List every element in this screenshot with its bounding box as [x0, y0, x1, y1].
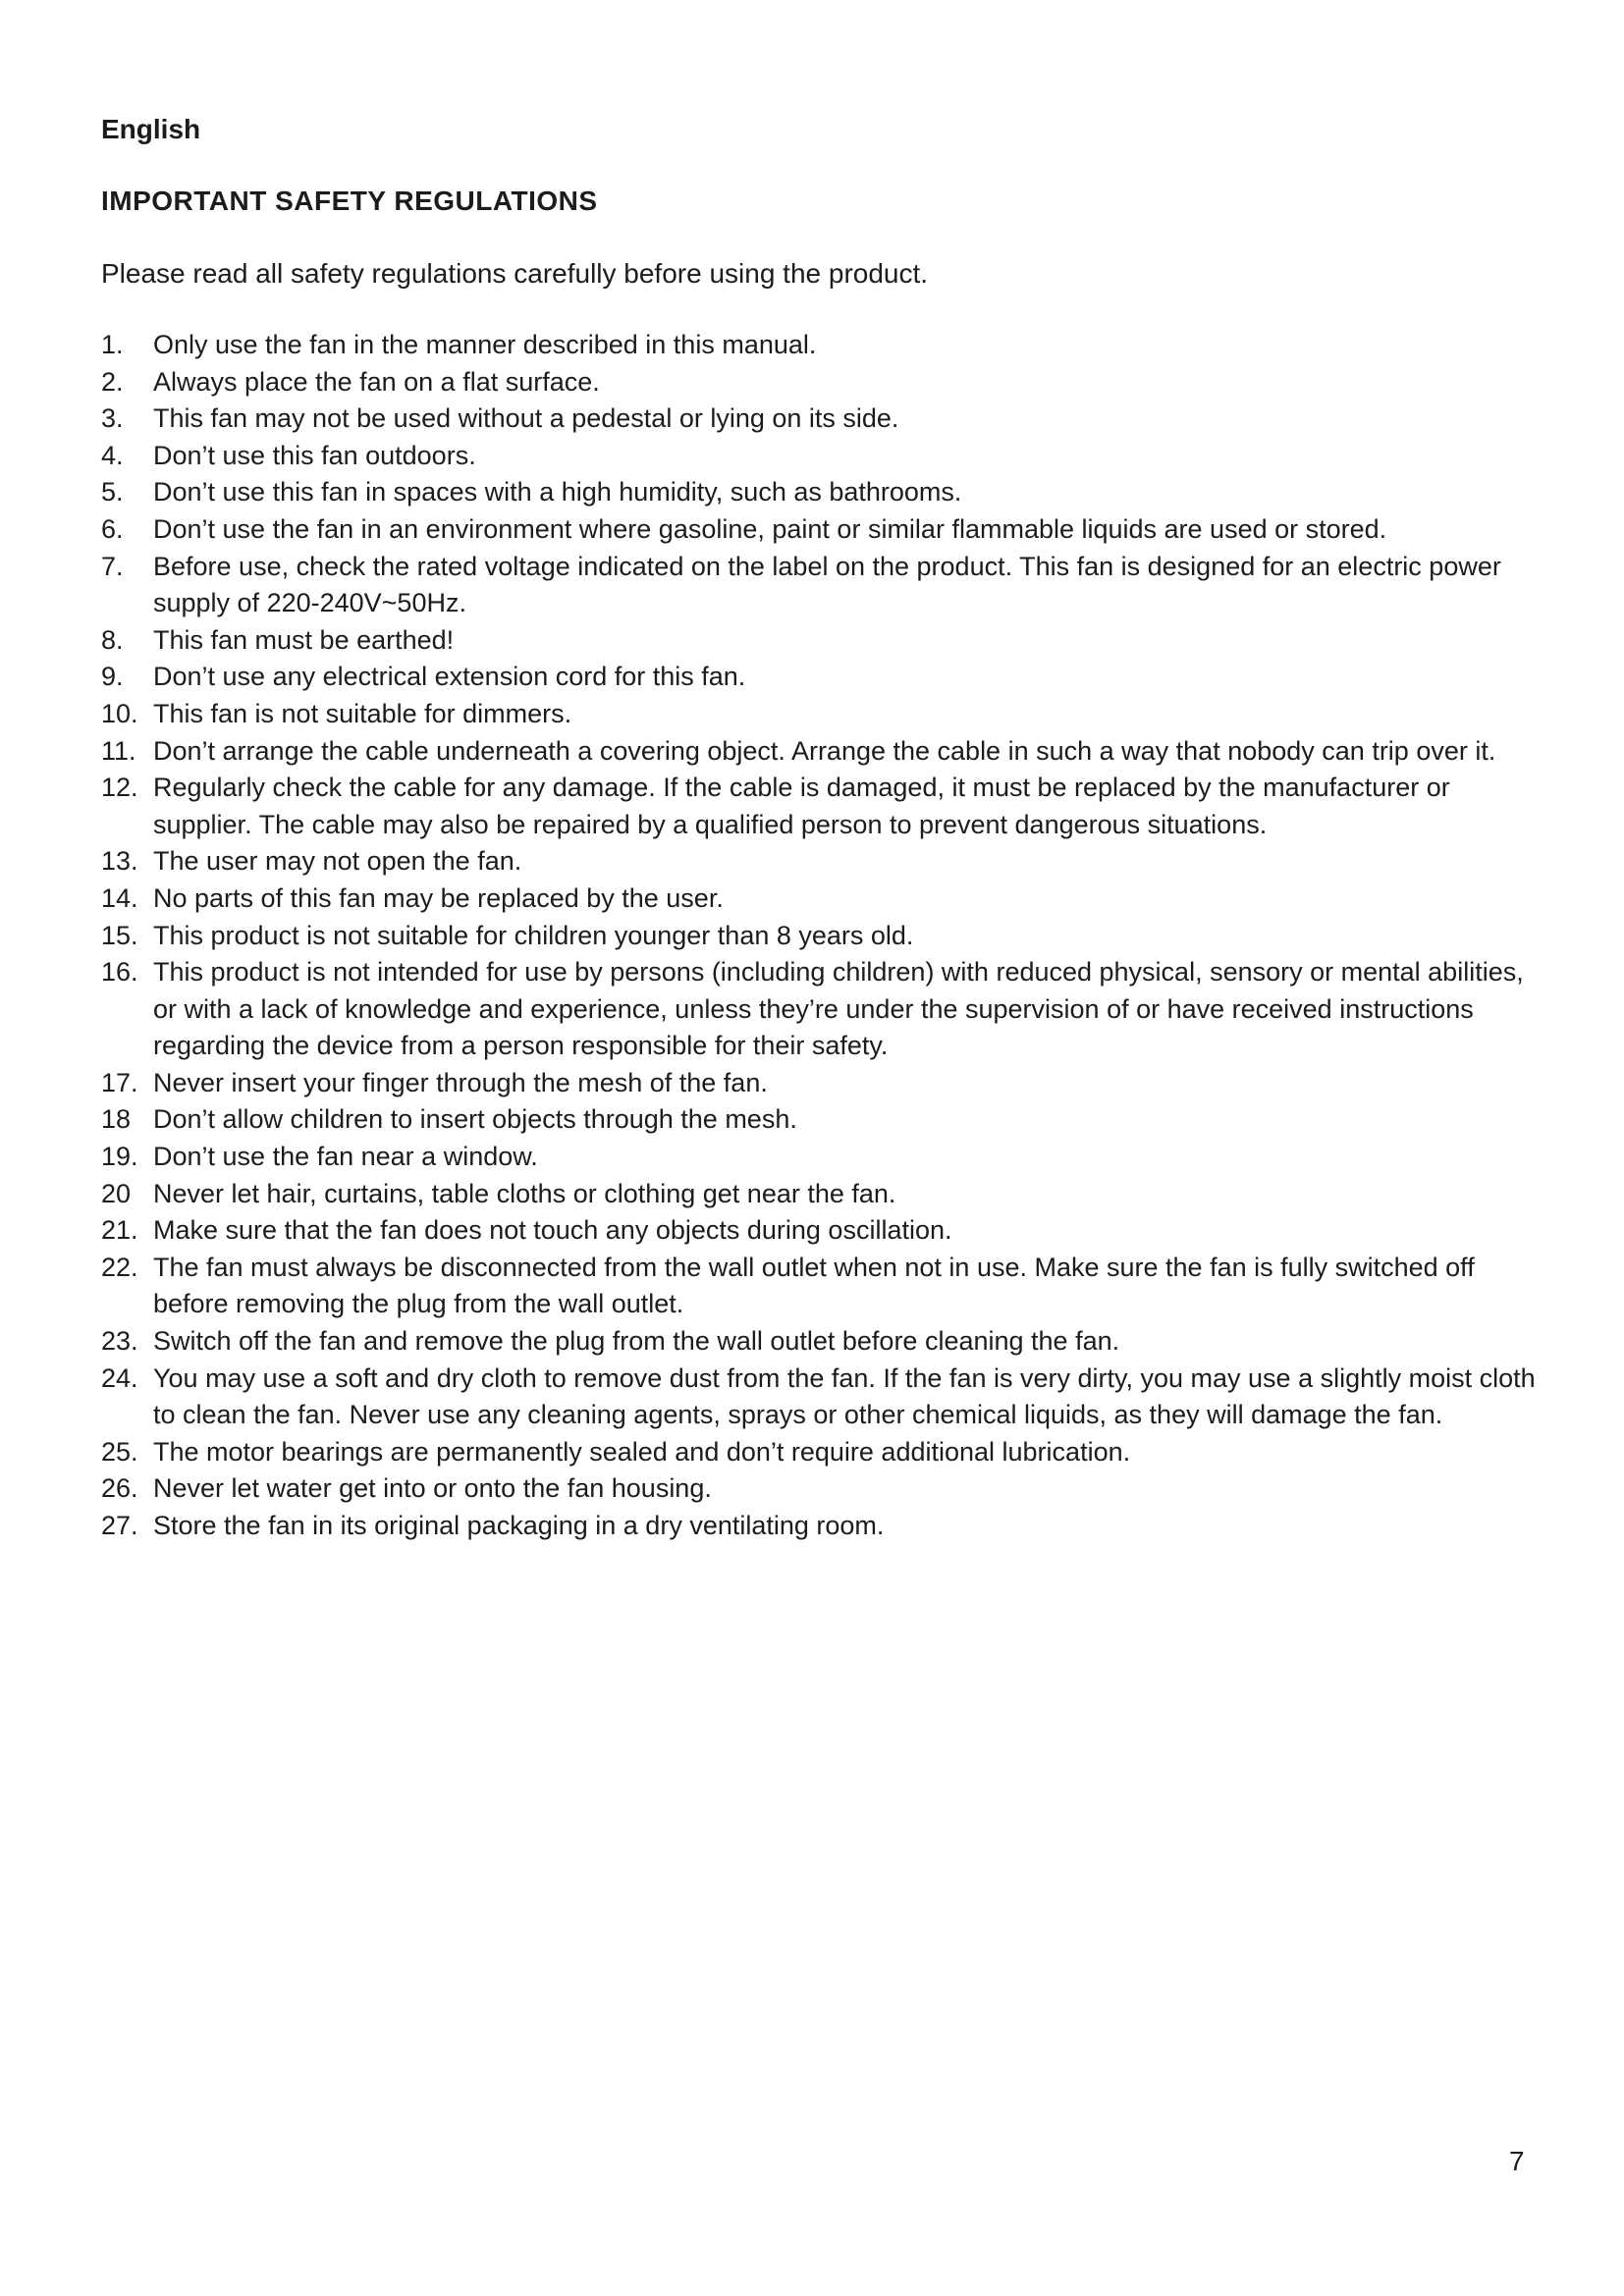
rule-number: 6. — [101, 513, 124, 544]
rule-text: Don’t arrange the cable underneath a covering object. Arrange the cable in such a way that nobody can trip over it. — [153, 735, 1496, 766]
rule-item — [101, 400, 1554, 438]
rule-item — [101, 733, 1554, 771]
rule-number: 4. — [101, 440, 124, 470]
rule-text: Never let hair, curtains, table cloths or clothing get near the fan. — [153, 1178, 896, 1208]
rule-item — [101, 881, 1554, 918]
rule-item — [101, 1361, 1554, 1434]
rule-text: Make sure that the fan does not touch any objects during oscillation. — [153, 1215, 952, 1246]
rule-text: Switch off the fan and remove the plug from the wall outlet before cleaning the fan. — [153, 1326, 1120, 1357]
rule-text: Store the fan in its original packaging in a dry ventilating room. — [153, 1511, 885, 1540]
rule-number: 20 — [101, 1178, 132, 1208]
rule-text: Never let water get into or onto the fan housing. — [153, 1473, 712, 1504]
rule-number: 23. — [101, 1326, 138, 1357]
rule-number: 12. — [101, 773, 138, 803]
rule-item — [101, 474, 1554, 511]
rule-number: 18 — [101, 1104, 132, 1135]
rule-text: This fan must be earthed! — [153, 624, 455, 655]
rule-number: 5. — [101, 477, 124, 507]
rule-item — [101, 327, 1554, 364]
rule-item — [101, 1508, 1554, 1545]
rule-text: Don’t use the fan near a window. — [153, 1142, 538, 1172]
rule-number: 8. — [101, 624, 124, 655]
rule-item — [101, 1434, 1554, 1471]
rule-text: Never insert your finger through the mesh of the fan. — [153, 1067, 768, 1097]
rule-text: The motor bearings are permanently sealed and don’t require additional lubrication. — [153, 1436, 1131, 1467]
rule-item — [101, 843, 1554, 881]
safety-rules-list — [101, 327, 1554, 1545]
language-label: English — [101, 114, 201, 144]
rule-text: This product is not intended for use by persons (including children) with reduced physical, sensory or mental abilities, or with a lack of knowledge and experience, unless they’re under the supervision of or have received instructions regarding the device from a person responsible for their safety. — [153, 957, 1524, 1061]
rule-item — [101, 511, 1554, 549]
rule-text: Don’t use this fan outdoors. — [153, 440, 476, 470]
rule-text: Don’t allow children to insert objects through the mesh. — [153, 1104, 797, 1135]
rule-text: Regularly check the cable for any damage. If the cable is damaged, it must be replaced by the manufacturer or supplier. The cable may also be repaired by a qualified person to prevent dangerous situations. — [153, 773, 1450, 839]
rule-item — [101, 696, 1554, 733]
rule-item — [101, 622, 1554, 660]
rule-number: 2. — [101, 366, 124, 397]
rule-number: 19. — [101, 1142, 138, 1172]
rule-text: Don’t use this fan in spaces with a high humidity, such as bathrooms. — [153, 477, 962, 507]
rule-item — [101, 770, 1554, 843]
rule-text: This fan is not suitable for dimmers. — [153, 698, 572, 728]
rule-number: 9. — [101, 662, 124, 692]
rule-number: 21. — [101, 1215, 138, 1246]
intro-paragraph: Please read all safety regulations carefully before using the product. — [101, 258, 929, 289]
rule-number: 26. — [101, 1473, 138, 1504]
rule-number: 11. — [101, 735, 136, 766]
rule-number: 3. — [101, 403, 124, 434]
rule-text: The fan must always be disconnected from the wall outlet when not in use. Make sure the fan is fully switched off before removing the plug from the wall outlet. — [153, 1252, 1475, 1319]
rule-item — [101, 364, 1554, 401]
rule-text: You may use a soft and dry cloth to remove dust from the fan. If the fan is very dirty, you may use a slightly moist cloth to clean the fan. Never use any cleaning agents, sprays or other chemical liquids, as they will damage the fan. — [153, 1362, 1536, 1430]
rule-text: This fan may not be used without a pedestal or lying on its side. — [153, 403, 899, 434]
rule-number: 16. — [101, 957, 138, 988]
page-number: 7 — [1509, 2146, 1525, 2176]
rule-number: 22. — [101, 1252, 138, 1282]
rule-item — [101, 1101, 1554, 1139]
rule-number: 14. — [101, 882, 138, 913]
rule-item — [101, 1139, 1554, 1176]
rule-number: 1. — [101, 330, 124, 359]
rule-number: 13. — [101, 846, 138, 877]
rule-item — [101, 1250, 1554, 1323]
rule-text: Before use, check the rated voltage indicated on the label on the product. This fan is designed for an electric power supply of 220-240V~50Hz. — [153, 551, 1501, 618]
rule-number: 10. — [101, 698, 138, 728]
rule-number: 27. — [101, 1511, 138, 1540]
rule-item — [101, 549, 1554, 622]
rule-text: Always place the fan on a flat surface. — [153, 366, 600, 397]
rule-item — [101, 438, 1554, 475]
rule-number: 15. — [101, 920, 138, 950]
rule-item — [101, 1212, 1554, 1250]
rule-text: This product is not suitable for children younger than 8 years old. — [153, 920, 914, 950]
rule-text: The user may not open the fan. — [153, 846, 522, 877]
rule-item — [101, 1065, 1554, 1102]
rule-number: 25. — [101, 1436, 138, 1467]
rule-number: 17. — [101, 1067, 138, 1097]
rule-item — [101, 954, 1554, 1065]
rule-text: Don’t use any electrical extension cord for this fan. — [153, 662, 746, 692]
rule-number: 7. — [101, 551, 124, 581]
document-page — [101, 110, 1554, 1545]
rule-item — [101, 1323, 1554, 1361]
rule-text: Don’t use the fan in an environment where gasoline, paint or similar flammable liquids are used or stored. — [153, 513, 1387, 544]
section-heading: IMPORTANT SAFETY REGULATIONS — [101, 186, 598, 216]
rule-item — [101, 1470, 1554, 1508]
rule-text: Only use the fan in the manner described in this manual. — [153, 330, 817, 359]
rule-item — [101, 918, 1554, 955]
rule-text: No parts of this fan may be replaced by the user. — [153, 882, 724, 913]
rule-number: 24. — [101, 1362, 138, 1393]
rule-item — [101, 1176, 1554, 1213]
rule-item — [101, 659, 1554, 696]
